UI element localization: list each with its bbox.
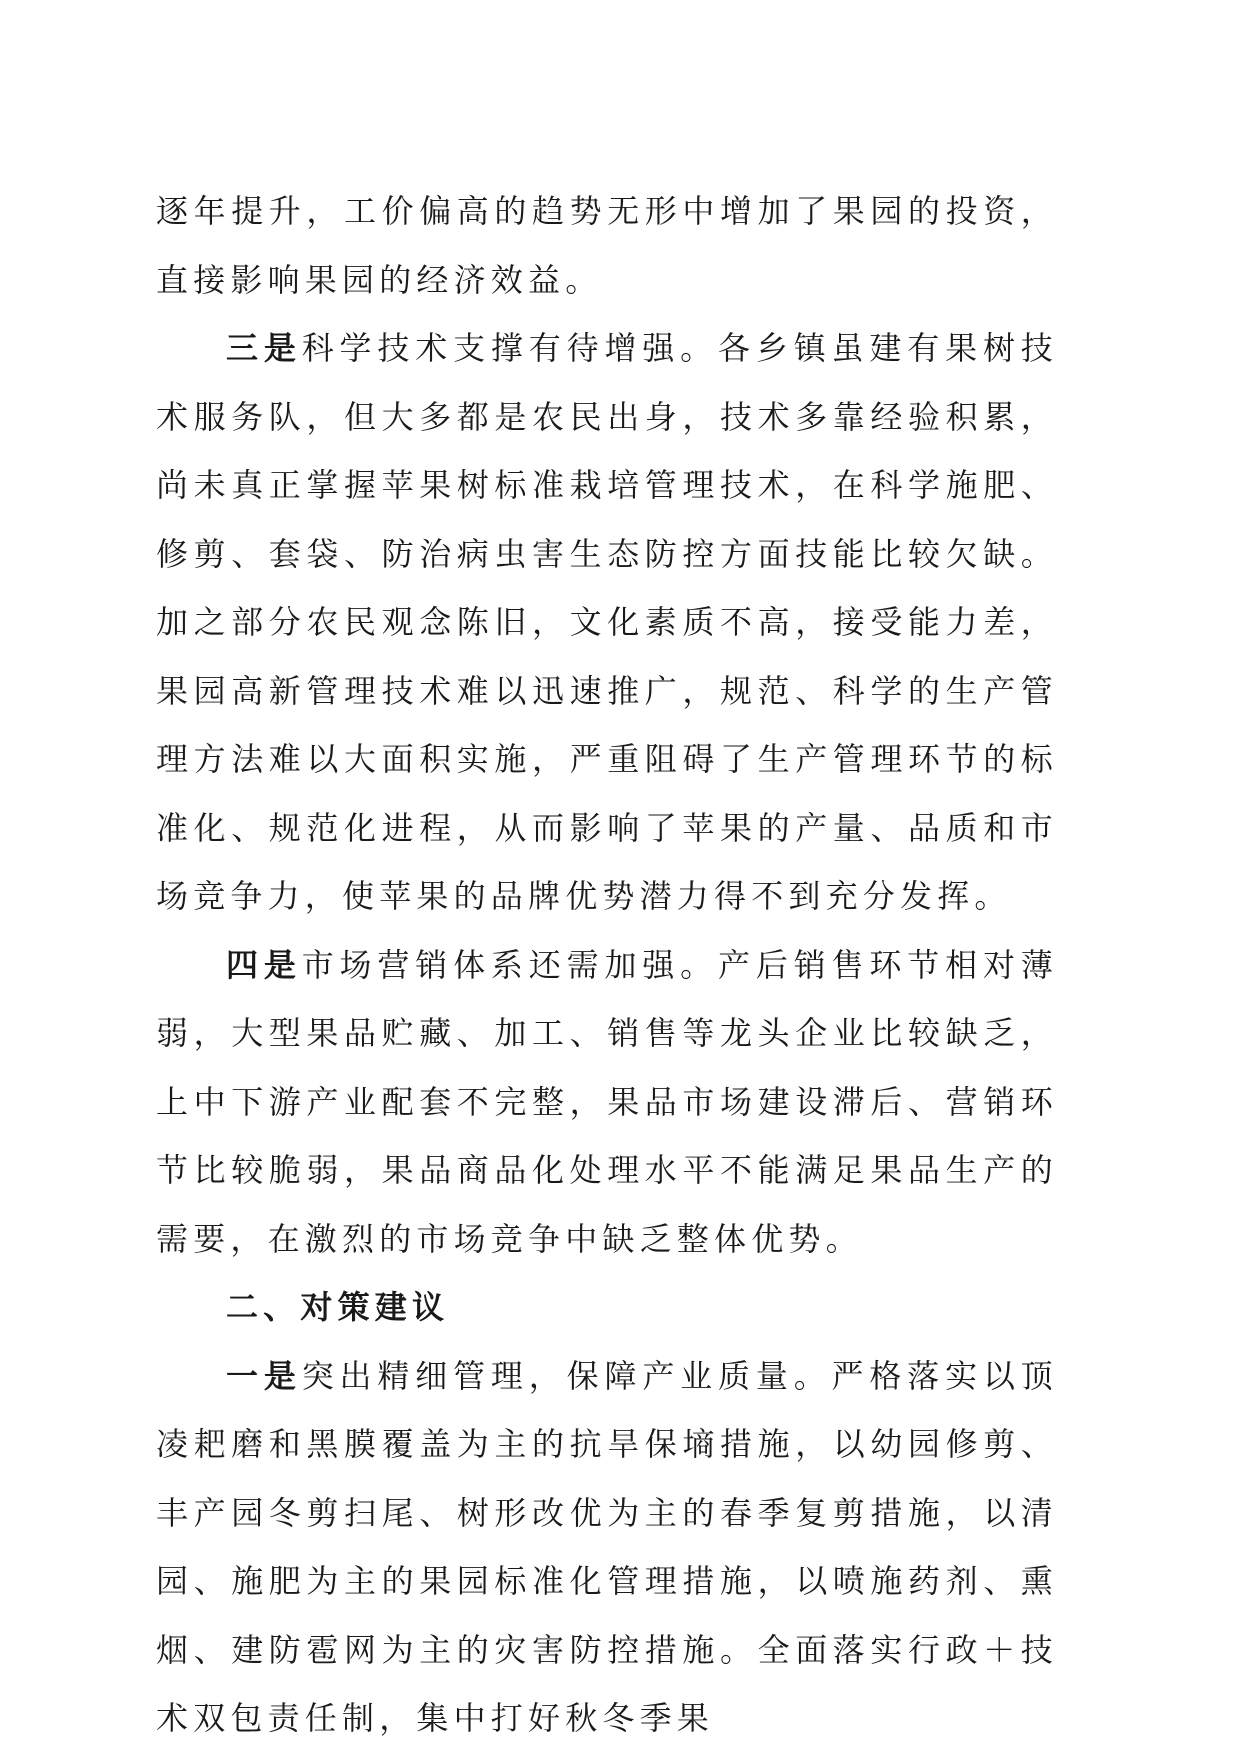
paragraph-text: 科学技术支撑有待增强。各乡镇虽建有果树技术服务队，但大多都是农民出身，技术多靠经验积累，尚未真正掌握苹果树标准栽培管理技术，在科学施肥、修剪、套袋、防治病虫害生态防控方面技能比较欠缺。加之部分农民观念陈旧，文化素质不高，接受能力差，果园高新管理技术难以迅速推广，规范、科学的生产管理方法难以大面积实施，严重阻碍了生产管理环节的标准化、规范化进程，从而影响了苹果的产量、品质和市场竞争力，使苹果的品牌优势潜力得不到充分发挥。 (156, 329, 1058, 915)
paragraph-fine-management (156, 1342, 1058, 1753)
paragraph-lead: 一是 (226, 1356, 302, 1395)
document-body (156, 177, 1058, 1753)
paragraph-lead: 四是 (226, 945, 302, 984)
paragraph-science-tech (156, 314, 1058, 931)
paragraph-text: 市场营销体系还需加强。产后销售环节相对薄弱，大型果品贮藏、加工、销售等龙头企业比较缺乏，上中下游产业配套不完整，果品市场建设滞后、营销环节比较脆弱，果品商品化处理水平不能满足果品生产的需要，在激烈的市场竞争中缺乏整体优势。 (156, 945, 1058, 1258)
paragraph-marketing (156, 931, 1058, 1274)
paragraph-lead: 三是 (226, 329, 302, 367)
paragraph-continuation (156, 177, 1058, 314)
section-heading: 二、对策建议 (226, 1288, 450, 1326)
paragraph-text: 逐年提升，工价偏高的趋势无形中增加了果园的投资，直接影响果园的经济效益。 (156, 192, 1058, 299)
paragraph-text: 突出精细管理，保障产业质量。严格落实以顶凌耙磨和黑膜覆盖为主的抗旱保墒措施，以幼园修剪、丰产园冬剪扫尾、树形改优为主的春季复剪措施，以清园、施肥为主的果园标准化管理措施，以喷施药剂、熏烟、建防雹网为主的灾害防控措施。全面落实行政＋技术双包责任制，集中打好秋冬季果 (156, 1356, 1058, 1737)
